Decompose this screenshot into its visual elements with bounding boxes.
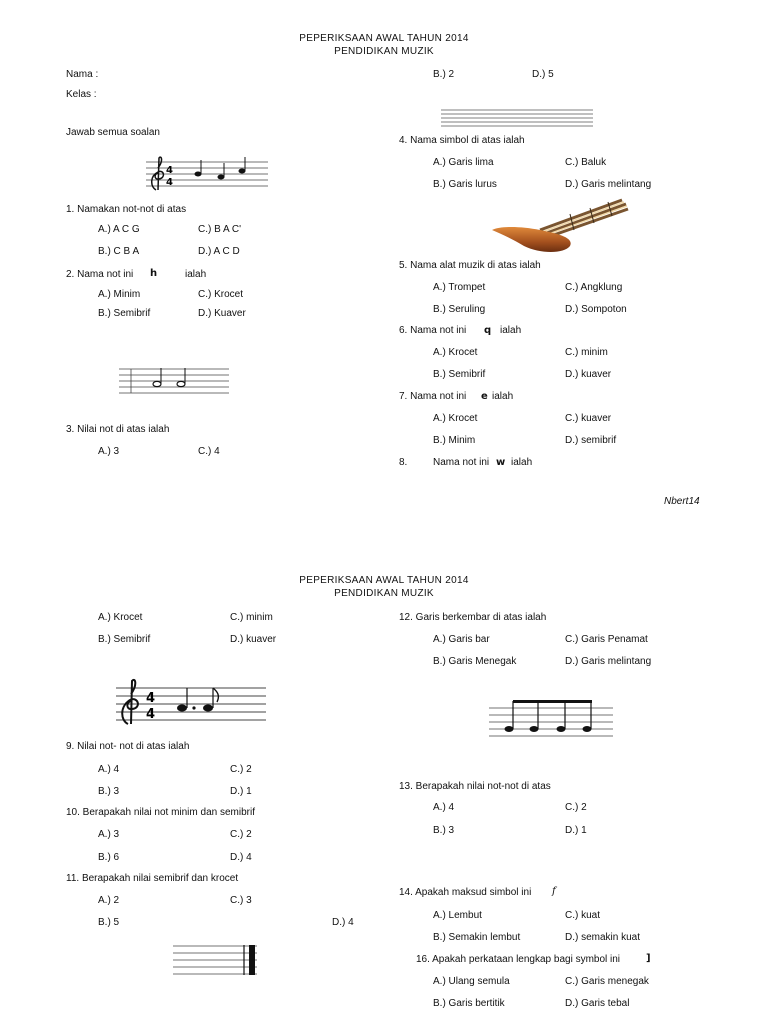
q6-option-d[interactable]: D.) kuaver: [565, 369, 612, 380]
minim-note-symbol: h: [150, 268, 158, 279]
crotchet-note-symbol: q: [484, 325, 492, 336]
q10-option-b[interactable]: B.) 6: [98, 852, 120, 863]
q10-option-c[interactable]: C.) 2: [230, 829, 252, 840]
q8-option-b[interactable]: B.) Semibrif: [98, 634, 151, 645]
five-line-staff-q4: [441, 108, 593, 128]
q9-option-c[interactable]: C.) 2: [230, 764, 252, 775]
q11-option-c[interactable]: C.) 3: [230, 895, 252, 906]
treble-staff-q9: [116, 678, 266, 726]
q1-option-d[interactable]: D.) A C D: [198, 246, 240, 257]
q11-option-d[interactable]: D.) 4: [332, 917, 354, 928]
q12-option-a[interactable]: A.) Garis bar: [433, 634, 490, 645]
q10-option-d[interactable]: D.) 4: [230, 852, 252, 863]
q10-option-a[interactable]: A.) 3: [98, 829, 120, 840]
q16-option-d[interactable]: D.) Garis tebal: [565, 998, 630, 1009]
svg-text:4: 4: [146, 691, 156, 706]
q3-option-d[interactable]: D.) 5: [532, 69, 554, 80]
q4-option-c[interactable]: C.) Baluk: [565, 157, 607, 168]
semibreve-note-symbol: w: [496, 457, 506, 468]
instruction: Jawab semua soalan: [66, 127, 160, 138]
q13-option-c[interactable]: C.) 2: [565, 802, 587, 813]
q13-option-a[interactable]: A.) 4: [433, 802, 455, 813]
q14-option-c[interactable]: C.) kuat: [565, 910, 601, 921]
q9-option-b[interactable]: B.) 3: [98, 786, 120, 797]
q8-option-a[interactable]: A.) Krocet: [98, 612, 143, 623]
q16-option-b[interactable]: B.) Garis bertitik: [433, 998, 505, 1009]
q4-option-d[interactable]: D.) Garis melintang: [565, 179, 652, 190]
question-8-tail: ialah: [511, 457, 533, 468]
sompoton-instrument-image: [490, 196, 634, 256]
q4-option-b[interactable]: B.) Garis lurus: [433, 179, 497, 190]
q2-option-b[interactable]: B.) Semibrif: [98, 308, 151, 319]
question-6: 6. Nama not ini: [399, 325, 467, 336]
q3-option-c[interactable]: C.) 4: [198, 446, 220, 457]
q2-option-a[interactable]: A.) Minim: [98, 289, 141, 300]
question-6-tail: ialah: [500, 325, 522, 336]
question-12: 12. Garis berkembar di atas ialah: [399, 612, 547, 623]
q14-option-a[interactable]: A.) Lembut: [433, 910, 482, 921]
q3-option-a[interactable]: A.) 3: [98, 446, 120, 457]
q6-option-a[interactable]: A.) Krocet: [433, 347, 478, 358]
treble-staff-q1: [146, 156, 268, 192]
svg-text:4: 4: [166, 177, 173, 188]
q12-option-d[interactable]: D.) Garis melintang: [565, 656, 652, 667]
forte-symbol: f: [552, 886, 556, 897]
question-14: 14. Apakah maksud simbol ini: [399, 887, 532, 898]
question-5: 5. Nama alat muzik di atas ialah: [399, 260, 541, 271]
double-barline-staff: [173, 942, 261, 976]
minim-staff-q3: [119, 364, 229, 394]
q7-option-a[interactable]: A.) Krocet: [433, 413, 478, 424]
q2-option-c[interactable]: C.) Krocet: [198, 289, 244, 300]
page-title: PEPERIKSAAN AWAL TAHUN 2014: [299, 575, 469, 586]
q7-option-b[interactable]: B.) Minim: [433, 435, 476, 446]
question-11: 11. Berapakah nilai semibrif dan krocet: [66, 873, 239, 884]
q14-option-b[interactable]: B.) Semakin lembut: [433, 932, 521, 943]
q12-option-b[interactable]: B.) Garis Menegak: [433, 656, 517, 667]
q13-option-b[interactable]: B.) 3: [433, 825, 455, 836]
svg-text:4: 4: [146, 707, 156, 722]
q16-option-a[interactable]: A.) Ulang semula: [433, 976, 510, 987]
quaver-note-symbol: e: [481, 391, 488, 402]
question-7: 7. Nama not ini: [399, 391, 467, 402]
q3-option-b[interactable]: B.) 2: [433, 69, 455, 80]
final-barline-symbol: ]: [646, 953, 651, 964]
question-13: 13. Berapakah nilai not-not di atas: [399, 781, 551, 792]
q5-option-c[interactable]: C.) Angklung: [565, 282, 623, 293]
question-10: 10. Berapakah nilai not minim dan semibrif: [66, 807, 255, 818]
question-4: 4. Nama simbol di atas ialah: [399, 135, 525, 146]
q6-option-c[interactable]: C.) minim: [565, 347, 608, 358]
q13-option-d[interactable]: D.) 1: [565, 825, 587, 836]
q4-option-a[interactable]: A.) Garis lima: [433, 157, 494, 168]
question-2-tail: ialah: [185, 269, 207, 280]
q1-option-a[interactable]: A.) A C G: [98, 224, 140, 235]
q5-option-a[interactable]: A.) Trompet: [433, 282, 486, 293]
question-8-number: 8.: [399, 457, 408, 468]
q9-option-a[interactable]: A.) 4: [98, 764, 120, 775]
page-subtitle: PENDIDIKAN MUZIK: [334, 46, 434, 57]
q5-option-d[interactable]: D.) Sompoton: [565, 304, 627, 315]
question-1: 1. Namakan not-not di atas: [66, 204, 187, 215]
q12-option-c[interactable]: C.) Garis Penamat: [565, 634, 648, 645]
question-7-tail: ialah: [492, 391, 514, 402]
q7-option-c[interactable]: C.) kuaver: [565, 413, 612, 424]
page-title: PEPERIKSAAN AWAL TAHUN 2014: [299, 33, 469, 44]
q11-option-b[interactable]: B.) 5: [98, 917, 120, 928]
q8-option-d[interactable]: D.) kuaver: [230, 634, 277, 645]
page-subtitle: PENDIDIKAN MUZIK: [334, 588, 434, 599]
question-16: 16. Apakah perkataan lengkap bagi symbol ini: [416, 954, 621, 965]
author-mark: Nbert14: [664, 496, 700, 507]
question-8: Nama not ini: [433, 457, 490, 468]
q6-option-b[interactable]: B.) Semibrif: [433, 369, 486, 380]
question-2: 2. Nama not ini: [66, 269, 134, 280]
q5-option-b[interactable]: B.) Seruling: [433, 304, 486, 315]
svg-text:4: 4: [166, 165, 173, 176]
question-3: 3. Nilai not di atas ialah: [66, 424, 170, 435]
q7-option-d[interactable]: D.) semibrif: [565, 435, 617, 446]
q2-option-d[interactable]: D.) Kuaver: [198, 308, 246, 319]
q1-option-c[interactable]: C.) B A C': [198, 224, 242, 235]
q14-option-d[interactable]: D.) semakin kuat: [565, 932, 641, 943]
q1-option-b[interactable]: B.) C B A: [98, 246, 140, 257]
question-9: 9. Nilai not- not di atas ialah: [66, 741, 190, 752]
q8-option-c[interactable]: C.) minim: [230, 612, 273, 623]
beamed-quavers-staff-q13: [489, 698, 613, 742]
kelas-label: Kelas :: [66, 89, 97, 100]
q11-option-a[interactable]: A.) 2: [98, 895, 120, 906]
q16-option-c[interactable]: C.) Garis menegak: [565, 976, 649, 987]
q9-option-d[interactable]: D.) 1: [230, 786, 252, 797]
nama-label: Nama :: [66, 69, 99, 80]
